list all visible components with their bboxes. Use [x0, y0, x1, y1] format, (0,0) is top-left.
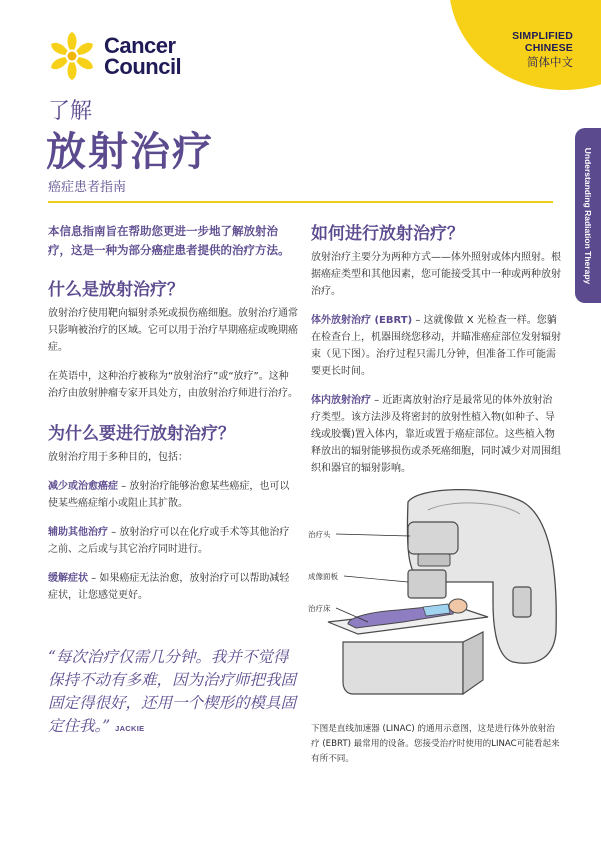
- linac-couch-side: [463, 632, 483, 694]
- internal-radiation-text: – 近距离放射治疗是最常见的体外放射治疗类型。该方法涉及将密封的放射性植入物(如种子、导线或胶囊)置入体内，靠近或置于癌症部位。这些植入物释放出的辐射能够损伤或杀死癌细胞，同时减少对周围组织和器官的辐射影响。: [311, 395, 561, 474]
- paragraph-what-is-2: 在英语中，这种治疗被称为“放射治疗”或“放疗”。这种治疗由放射肿瘤专家开具处方，由放射治疗师进行治疗。: [48, 371, 298, 399]
- language-label-line1: SIMPLIFIED: [512, 30, 573, 42]
- title-prefix: 了解: [48, 99, 93, 124]
- intro-paragraph: 本信息指南旨在帮助您更进一步地了解放射治疗，这是一种为部分癌症患者提供的治疗方法。: [48, 224, 290, 257]
- language-label-native: 简体中文: [527, 55, 573, 69]
- linac-couch-base: [343, 642, 463, 694]
- linac-treatment-head: [408, 522, 458, 554]
- language-label-line2: CHINESE: [524, 42, 573, 54]
- linac-imaging-panel-right: [513, 587, 531, 617]
- right-column: [311, 222, 561, 489]
- left-column: [48, 222, 298, 616]
- daffodil-icon: [46, 30, 98, 82]
- internal-radiation-paragraph: [311, 392, 561, 477]
- purpose-item-relief-keyword: 缓解症状: [48, 573, 88, 584]
- purpose-item-relief-text: – 如果癌症无法治愈，放射治疗可以帮助减轻症状，让您感觉更好。: [48, 573, 290, 601]
- external-radiation-keyword: 体外放射治疗 (EBRT): [311, 315, 413, 326]
- label-treatment-couch: 治疗床: [308, 604, 331, 613]
- purpose-item-assist-keyword: 辅助其他治疗: [48, 527, 108, 538]
- external-radiation-paragraph: [311, 312, 561, 380]
- heading-how: 如何进行放射治疗？: [311, 224, 464, 244]
- purpose-item-cure-text: – 放射治疗能够治愈某些癌症，也可以使某些癌症缩小或阻止其扩散。: [48, 481, 290, 509]
- paragraph-why: 放射治疗用于多种目的，包括：: [48, 452, 188, 463]
- internal-radiation-keyword: 体内放射治疗: [311, 395, 371, 406]
- patient-quote-text: “每次治疗仅需几分钟。我并不觉得保持不动有多难，因为治疗师把我固固定得很好，还用一个楔形的模具固定住我。”: [48, 648, 297, 735]
- linac-collimator: [418, 554, 450, 566]
- label-treatment-head: 治疗头: [308, 530, 331, 539]
- page-subtitle: 癌症患者指南: [48, 180, 127, 195]
- patient-quote: [48, 646, 303, 740]
- cancer-council-logo: [46, 30, 181, 82]
- patient-quote-attribution: JACKIE: [115, 724, 145, 733]
- paragraph-how: 放射治疗主要分为两种方式——体外照射或体内照射。根据癌症类型和其他因素，您可能接受其中一种或两种放射治疗。: [311, 252, 561, 297]
- logo-word-council: Council: [104, 54, 182, 79]
- patient-head: [449, 599, 467, 613]
- series-side-tab-label: Understanding Radiation Therapy: [583, 147, 593, 284]
- purpose-item-assist-text: – 放射治疗可以在化疗或手术等其他治疗之前、之后或与其它治疗同时进行。: [48, 527, 290, 555]
- purpose-item-assist: [48, 524, 298, 558]
- figure-caption: 下图是直线加速器 (LINAC) 的通用示意图，这是进行体外放射治疗 (EBRT) 最常用的设备。您接受治疗时使用的LINAC可能看起来有所不同。: [311, 724, 560, 764]
- purpose-item-cure-keyword: 减少或治愈癌症: [48, 481, 118, 492]
- page-title: 放射治疗: [46, 128, 214, 175]
- purpose-item-relief: [48, 570, 298, 604]
- label-imaging-panel: 成像面板: [308, 572, 338, 581]
- external-radiation-text: – 这就像做 X 光检查一样。您躺在检查台上，机器围绕您移动，并瞄准癌症部位发射辐射束（见下图）。治疗过程只需几分钟，但准备工作可能需要更长时间。: [311, 315, 561, 377]
- series-side-tab: [575, 128, 601, 303]
- logo-wordmark: [104, 35, 181, 77]
- language-badge: [512, 30, 573, 70]
- heading-why: 为什么要进行放射治疗？: [48, 424, 235, 444]
- logo-word-cancer: Cancer: [104, 33, 176, 58]
- purpose-item-cure: [48, 478, 298, 512]
- heading-what-is: 什么是放射治疗？: [48, 280, 184, 300]
- linac-illustration: [308, 482, 560, 718]
- title-divider: [48, 201, 553, 203]
- linac-imaging-panel: [408, 570, 446, 598]
- paragraph-what-is-1: 放射治疗使用靶向辐射杀死或损伤癌细胞。放射治疗通常只影响被治疗的区域。它可以用于治疗早期癌症或晚期癌症。: [48, 308, 298, 353]
